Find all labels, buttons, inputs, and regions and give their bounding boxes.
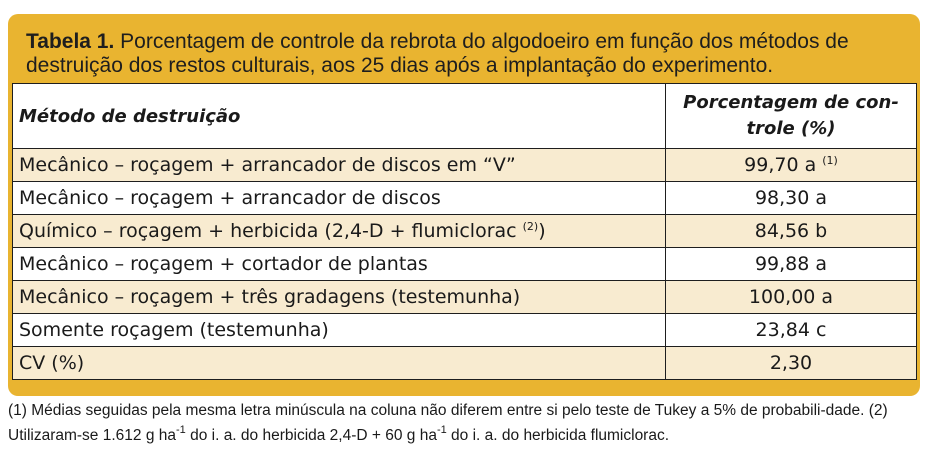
value-cell: 23,84 c bbox=[666, 314, 917, 347]
method-cell: Mecânico – roçagem + três gradagens (testemunha) bbox=[13, 281, 666, 314]
results-table bbox=[12, 83, 917, 380]
method-cell: Somente roçagem (testemunha) bbox=[13, 314, 666, 347]
method-cell: Mecânico – roçagem + arrancador de discos em “V” bbox=[13, 149, 666, 182]
method-cell: Mecânico – roçagem + cortador de plantas bbox=[13, 248, 666, 281]
value-cell: 99,70 a $^{(1)}$ bbox=[666, 149, 917, 182]
table-row bbox=[13, 149, 917, 182]
value-cell: 98,30 a bbox=[666, 182, 917, 215]
table-row-cv bbox=[13, 347, 917, 380]
value-cell: 99,88 a bbox=[666, 248, 917, 281]
value-cell: 84,56 b bbox=[666, 215, 917, 248]
table-footnote: (1) Médias seguidas pela mesma letra minúscula na coluna não diferem entre si pelo teste de Tukey a 5% de probabili-dade. (2) Utilizaram-se 1.612 g $ha^{-1}$ do i. a. do herbicida 2,4-D + 60 g $ha^{-1}$ do i. a. do herbicida flumiclorac. bbox=[8, 402, 888, 444]
table-row bbox=[13, 182, 917, 215]
table-row bbox=[13, 281, 917, 314]
method-cell: Químico – roçagem + herbicida (2,4-D + flumiclorac $^{(2)}$) bbox=[13, 215, 666, 248]
footnote-ref: (2) bbox=[522, 220, 539, 233]
header-method: Método de destruição bbox=[13, 84, 666, 149]
table-row bbox=[13, 314, 917, 347]
value-cell: 2,30 bbox=[666, 347, 917, 380]
header-control: Porcentagem de con- trole (%) bbox=[666, 84, 917, 149]
value-cell: 100,00 a bbox=[666, 281, 917, 314]
table-row bbox=[13, 215, 917, 248]
caption-label: Tabela 1. bbox=[26, 30, 115, 53]
caption-text: Porcentagem de controle da rebrota do algodoeiro em função dos métodos de destruição dos restos culturais, aos 25 dias após a implantação do experimento. bbox=[26, 30, 849, 77]
table-caption bbox=[26, 30, 906, 78]
method-cell: CV (%) bbox=[13, 347, 666, 380]
footnote-ref: (1) bbox=[822, 154, 838, 167]
table-header-row bbox=[13, 84, 917, 149]
table-row bbox=[13, 248, 917, 281]
method-cell: Mecânico – roçagem + arrancador de discos bbox=[13, 182, 666, 215]
